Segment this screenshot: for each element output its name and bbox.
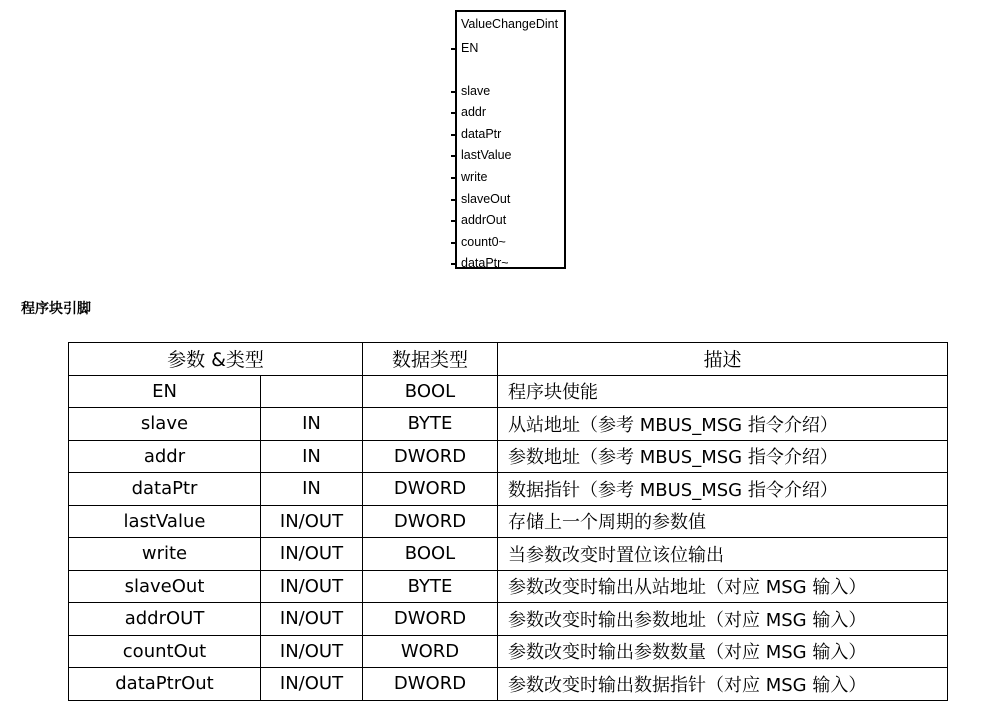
pin-label: addr <box>461 105 487 119</box>
cell-data-type: DWORD <box>363 473 498 506</box>
cell-data-type: BYTE <box>363 570 498 603</box>
cell-data-type: BOOL <box>363 538 498 571</box>
pin-label: dataPtr~ <box>461 256 509 270</box>
cell-param: slaveOut <box>69 570 261 603</box>
cell-description: 参数改变时输出参数地址（对应 MSG 输入） <box>498 603 948 636</box>
table-row <box>69 505 948 538</box>
cell-description: 参数改变时输出数据指针（对应 MSG 输入） <box>498 668 948 701</box>
cell-direction <box>261 375 363 408</box>
cell-param: lastValue <box>69 505 261 538</box>
cell-description: 当参数改变时置位该位输出 <box>498 538 948 571</box>
cell-data-type: BYTE <box>363 408 498 441</box>
pin-label: lastValue <box>461 148 512 162</box>
cell-param: slave <box>69 408 261 441</box>
pin-label: addrOut <box>461 213 507 227</box>
section-caption: 程序块引脚 <box>21 301 91 317</box>
cell-direction: IN/OUT <box>261 603 363 636</box>
table-row <box>69 408 948 441</box>
cell-direction: IN <box>261 440 363 473</box>
cell-direction: IN <box>261 408 363 441</box>
cell-param: countOut <box>69 635 261 668</box>
table-row <box>69 473 948 506</box>
cell-data-type: BOOL <box>363 375 498 408</box>
table-header-row <box>69 343 948 376</box>
cell-data-type: DWORD <box>363 603 498 636</box>
cell-direction: IN/OUT <box>261 538 363 571</box>
cell-direction: IN <box>261 473 363 506</box>
cell-data-type: DWORD <box>363 440 498 473</box>
pin-label: slave <box>461 84 491 98</box>
table-row <box>69 635 948 668</box>
cell-direction: IN/OUT <box>261 570 363 603</box>
function-block <box>455 10 566 269</box>
cell-direction: IN/OUT <box>261 668 363 701</box>
table-row <box>69 570 948 603</box>
cell-description: 数据指针（参考 MBUS_MSG 指令介绍） <box>498 473 948 506</box>
table-row <box>69 538 948 571</box>
cell-param: addr <box>69 440 261 473</box>
pin-label: write <box>461 170 488 184</box>
cell-description: 从站地址（参考 MBUS_MSG 指令介绍） <box>498 408 948 441</box>
cell-description: 程序块使能 <box>498 375 948 408</box>
table-row <box>69 668 948 701</box>
cell-description: 存储上一个周期的参数值 <box>498 505 948 538</box>
header-param-type: 参数 &类型 <box>69 343 363 376</box>
cell-description: 参数地址（参考 MBUS_MSG 指令介绍） <box>498 440 948 473</box>
block-title: ValueChangeDint <box>461 17 559 31</box>
cell-description: 参数改变时输出从站地址（对应 MSG 输入） <box>498 570 948 603</box>
header-description: 描述 <box>498 343 948 376</box>
cell-data-type: WORD <box>363 635 498 668</box>
cell-data-type: DWORD <box>363 668 498 701</box>
header-data-type: 数据类型 <box>363 343 498 376</box>
cell-param: dataPtr <box>69 473 261 506</box>
pin-label: slaveOut <box>461 192 511 206</box>
cell-direction: IN/OUT <box>261 635 363 668</box>
pin-label: count0~ <box>461 235 506 249</box>
pin-label: dataPtr <box>461 127 502 141</box>
pin-label: EN <box>461 41 479 55</box>
pin-table <box>68 342 948 701</box>
cell-param: addrOUT <box>69 603 261 636</box>
cell-direction: IN/OUT <box>261 505 363 538</box>
cell-data-type: DWORD <box>363 505 498 538</box>
cell-param: EN <box>69 375 261 408</box>
cell-param: dataPtrOut <box>69 668 261 701</box>
table-row <box>69 375 948 408</box>
table-row <box>69 440 948 473</box>
cell-description: 参数改变时输出参数数量（对应 MSG 输入） <box>498 635 948 668</box>
cell-param: write <box>69 538 261 571</box>
table-row <box>69 603 948 636</box>
